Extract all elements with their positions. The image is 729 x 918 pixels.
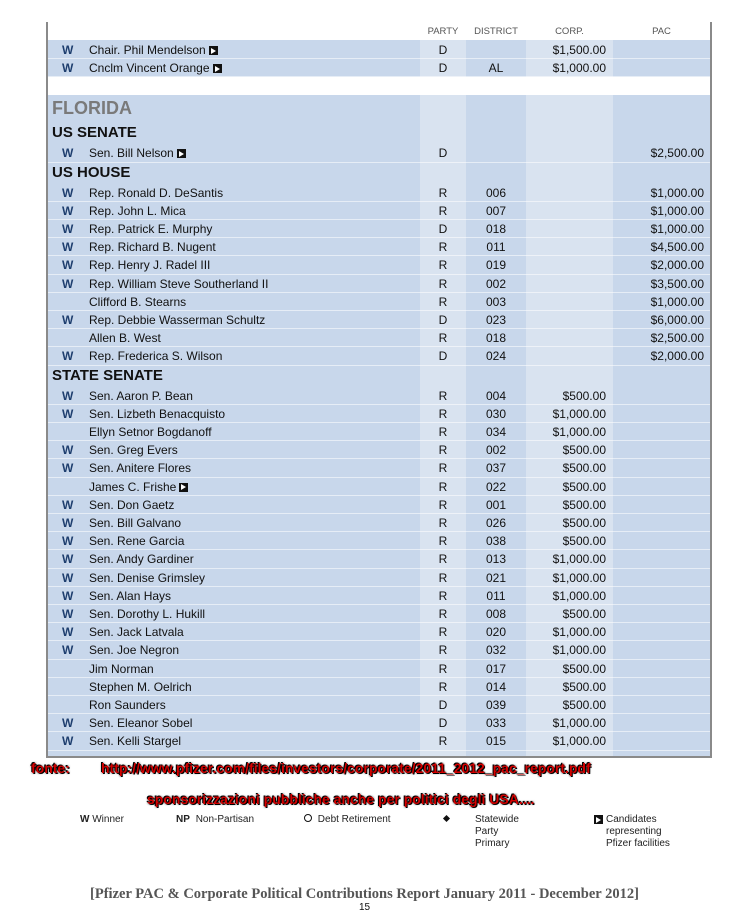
district-cell: 018 bbox=[485, 222, 507, 236]
district-cell: 008 bbox=[485, 607, 507, 621]
party-cell: R bbox=[438, 570, 448, 585]
winner-mark: W bbox=[62, 258, 74, 273]
district-cell: 034 bbox=[485, 425, 507, 439]
party-cell: R bbox=[438, 388, 448, 403]
district-cell: 030 bbox=[485, 406, 507, 421]
table-row bbox=[48, 184, 710, 202]
pac-cell: $1,000.00 bbox=[650, 222, 704, 236]
contributions-table bbox=[46, 22, 712, 758]
candidate-name-text: Sen. Eleanor Sobel bbox=[89, 716, 193, 731]
party-cell: R bbox=[438, 461, 448, 476]
winner-mark: W bbox=[62, 461, 74, 476]
candidate-name bbox=[89, 496, 174, 514]
candidate-name bbox=[89, 59, 222, 77]
party-cell: R bbox=[438, 679, 448, 694]
corp-cell: $1,000.00 bbox=[552, 425, 606, 439]
state-heading-row bbox=[48, 95, 710, 123]
section-heading: US HOUSE bbox=[52, 163, 131, 181]
legend-np-label: Non-Partisan bbox=[195, 814, 255, 825]
table-row bbox=[48, 514, 710, 532]
candidate-name-text: Sen. Rene Garcia bbox=[89, 534, 185, 549]
table-row bbox=[48, 144, 710, 162]
winner-mark: W bbox=[62, 443, 74, 458]
party-cell: R bbox=[438, 607, 448, 621]
play-arrow-icon bbox=[594, 815, 603, 824]
table-row bbox=[48, 732, 710, 750]
table-row bbox=[48, 256, 710, 274]
candidate-name-text: Sen. Greg Evers bbox=[89, 443, 178, 458]
pac-cell: $4,500.00 bbox=[650, 240, 704, 255]
header-district: DISTRICT bbox=[474, 26, 518, 37]
winner-mark: W bbox=[62, 240, 74, 255]
legend-np-key: NP bbox=[176, 814, 190, 825]
corp-cell: $500.00 bbox=[562, 607, 606, 621]
winner-mark: W bbox=[62, 203, 74, 218]
district-cell: 015 bbox=[485, 734, 507, 749]
district-cell: 022 bbox=[485, 479, 507, 494]
party-cell: R bbox=[438, 331, 448, 346]
header-corp: CORP. bbox=[555, 26, 584, 37]
corp-cell: $1,000.00 bbox=[552, 406, 606, 421]
party-cell: D bbox=[438, 716, 448, 731]
table-row bbox=[48, 220, 710, 238]
candidate-name bbox=[89, 696, 166, 714]
pac-cell: $2,500.00 bbox=[650, 146, 704, 161]
candidate-name-text: Clifford B. Stearns bbox=[89, 294, 187, 309]
corp-cell: $500.00 bbox=[562, 516, 606, 530]
party-cell: R bbox=[438, 294, 448, 309]
candidate-name bbox=[89, 220, 212, 238]
table-row bbox=[48, 660, 710, 678]
candidate-name bbox=[89, 202, 186, 220]
table-row bbox=[48, 623, 710, 641]
table-row bbox=[48, 238, 710, 256]
table-row bbox=[48, 496, 710, 514]
candidate-name bbox=[89, 347, 222, 365]
winner-mark: W bbox=[62, 43, 74, 57]
pac-cell: $2,000.00 bbox=[650, 349, 704, 364]
winner-mark: W bbox=[62, 222, 74, 236]
district-cell: 039 bbox=[485, 698, 507, 712]
legend-cand-line2: representing bbox=[606, 826, 662, 837]
party-cell: R bbox=[438, 479, 448, 494]
district-cell: 032 bbox=[485, 643, 507, 658]
candidate-name-text: Sen. Lizbeth Benacquisto bbox=[89, 406, 226, 421]
district-cell: 013 bbox=[485, 552, 507, 567]
legend-candidates bbox=[594, 814, 670, 850]
section-heading-row bbox=[48, 123, 710, 144]
candidate-name-text: Sen. Joe Negron bbox=[89, 643, 180, 658]
play-arrow-icon bbox=[209, 46, 218, 55]
corp-cell: $1,000.00 bbox=[552, 588, 606, 603]
spacer-row bbox=[48, 77, 710, 95]
table-row bbox=[48, 459, 710, 477]
district-cell: AL bbox=[488, 61, 504, 76]
district-cell: 037 bbox=[485, 461, 507, 476]
party-cell: R bbox=[438, 661, 448, 676]
winner-mark: W bbox=[62, 497, 74, 512]
section-heading-row bbox=[48, 366, 710, 387]
header-pac: PAC bbox=[652, 26, 671, 37]
table-row bbox=[48, 550, 710, 568]
party-cell: D bbox=[438, 698, 448, 712]
candidate-name-text: Sen. Bill Nelson bbox=[89, 146, 174, 161]
party-cell: R bbox=[438, 516, 448, 530]
winner-mark: W bbox=[62, 607, 74, 621]
winner-mark: W bbox=[62, 146, 74, 161]
district-cell: 038 bbox=[485, 534, 507, 549]
table-row bbox=[48, 311, 710, 329]
winner-mark: W bbox=[62, 276, 74, 291]
winner-mark: W bbox=[62, 534, 74, 549]
winner-mark: W bbox=[62, 570, 74, 585]
table-row bbox=[48, 441, 710, 459]
winner-mark: W bbox=[62, 516, 74, 530]
corp-cell: $500.00 bbox=[562, 497, 606, 512]
candidate-name-text: Stephen M. Oelrich bbox=[89, 679, 192, 694]
candidate-name bbox=[89, 311, 265, 329]
corp-cell: $1,000.00 bbox=[552, 734, 606, 749]
corp-cell: $500.00 bbox=[562, 534, 606, 549]
party-cell: R bbox=[438, 443, 448, 458]
candidate-name-text: Rep. Debbie Wasserman Schultz bbox=[89, 313, 266, 327]
candidate-name-text: Sen. Kelli Stargel bbox=[89, 734, 182, 749]
candidate-name bbox=[89, 514, 181, 532]
district-cell: 033 bbox=[485, 716, 507, 731]
legend-cand-line1: Candidates bbox=[606, 814, 657, 825]
candidate-name-text: Rep. Frederica S. Wilson bbox=[89, 349, 223, 364]
candidate-name-text: Rep. Henry J. Radel III bbox=[89, 258, 211, 273]
winner-mark: W bbox=[62, 588, 74, 603]
district-cell: 024 bbox=[485, 349, 507, 364]
party-cell: D bbox=[438, 349, 448, 364]
corp-cell: $500.00 bbox=[562, 661, 606, 676]
winner-mark: W bbox=[62, 388, 74, 403]
table-row bbox=[48, 714, 710, 732]
district-cell: 026 bbox=[485, 516, 507, 530]
table-row bbox=[48, 41, 710, 59]
candidate-name-text: Sen. Anitere Flores bbox=[89, 461, 192, 476]
pac-cell: $6,000.00 bbox=[650, 313, 704, 327]
candidate-name-text: Ron Saunders bbox=[89, 698, 166, 712]
party-cell: R bbox=[438, 425, 448, 439]
district-cell: 023 bbox=[485, 313, 507, 327]
candidate-name bbox=[89, 532, 184, 550]
candidate-name bbox=[89, 275, 268, 293]
candidate-name bbox=[89, 144, 186, 162]
party-cell: R bbox=[438, 276, 448, 291]
district-cell: 004 bbox=[485, 388, 507, 403]
winner-mark: W bbox=[62, 625, 74, 640]
table-row bbox=[48, 569, 710, 587]
candidate-name bbox=[89, 660, 154, 678]
candidate-name bbox=[89, 732, 181, 750]
circle-icon bbox=[304, 814, 312, 822]
candidate-name bbox=[89, 256, 210, 274]
winner-mark: W bbox=[62, 406, 74, 421]
candidate-name bbox=[89, 587, 171, 605]
corp-cell: $500.00 bbox=[562, 698, 606, 712]
candidate-name-text: Ellyn Setnor Bogdanoff bbox=[89, 425, 212, 439]
corp-cell: $1,000.00 bbox=[552, 625, 606, 640]
district-cell: 020 bbox=[485, 625, 507, 640]
district-cell: 006 bbox=[485, 185, 507, 200]
legend-nonpartisan bbox=[176, 814, 254, 825]
legend-debt bbox=[304, 814, 391, 825]
state-heading: FLORIDA bbox=[52, 98, 132, 119]
report-footer: [Pfizer PAC & Corporate Political Contributions Report January 2011 - December 2012] bbox=[90, 886, 639, 902]
table-row bbox=[48, 605, 710, 623]
candidate-name bbox=[89, 714, 192, 732]
corp-cell: $500.00 bbox=[562, 443, 606, 458]
corp-cell: $500.00 bbox=[562, 461, 606, 476]
candidate-name bbox=[89, 329, 161, 347]
party-cell: R bbox=[438, 534, 448, 549]
candidate-name bbox=[89, 478, 188, 496]
candidate-name-text: Sen. Dorothy L. Hukill bbox=[89, 607, 206, 621]
candidate-name bbox=[89, 550, 194, 568]
winner-mark: W bbox=[62, 349, 74, 364]
legend-statewide-line1: Statewide bbox=[475, 814, 519, 825]
candidate-name-text: Rep. John L. Mica bbox=[89, 203, 186, 218]
candidate-name bbox=[89, 678, 192, 696]
header-party: PARTY bbox=[427, 26, 459, 37]
pac-cell: $1,000.00 bbox=[650, 203, 704, 218]
candidate-name bbox=[89, 238, 216, 256]
corp-cell: $1,000.00 bbox=[552, 552, 606, 567]
sponsor-overlay: sponsorizzazioni pubbliche anche per politici degli USA.... bbox=[147, 791, 535, 807]
candidate-name-text: Rep. Richard B. Nugent bbox=[89, 240, 216, 255]
candidate-name bbox=[89, 405, 225, 423]
candidate-name bbox=[89, 387, 193, 405]
pac-cell: $3,500.00 bbox=[650, 276, 704, 291]
winner-mark: W bbox=[62, 313, 74, 327]
winner-mark: W bbox=[62, 643, 74, 658]
winner-mark: W bbox=[62, 734, 74, 749]
party-cell: R bbox=[438, 552, 448, 567]
table-row bbox=[48, 696, 710, 714]
district-cell: 014 bbox=[485, 679, 507, 694]
winner-mark: W bbox=[62, 185, 74, 200]
legend-debt-label: Debt Retirement bbox=[317, 814, 391, 825]
district-cell: 001 bbox=[485, 497, 507, 512]
play-arrow-icon bbox=[177, 149, 186, 158]
candidate-name-text: Rep. William Steve Southerland II bbox=[89, 276, 269, 291]
pac-cell: $1,000.00 bbox=[650, 185, 704, 200]
party-cell: R bbox=[438, 588, 448, 603]
party-cell: D bbox=[438, 146, 448, 161]
play-arrow-icon bbox=[213, 64, 222, 73]
table-row bbox=[48, 641, 710, 659]
table-row bbox=[48, 293, 710, 311]
party-cell: R bbox=[438, 185, 448, 200]
district-cell: 002 bbox=[485, 443, 507, 458]
district-cell: 021 bbox=[485, 570, 507, 585]
legend-winner bbox=[80, 814, 124, 825]
party-cell: R bbox=[438, 643, 448, 658]
candidate-name bbox=[89, 569, 205, 587]
legend-statewide-line2: Party bbox=[475, 826, 499, 837]
party-cell: R bbox=[438, 258, 448, 273]
diamond-icon bbox=[443, 815, 450, 822]
table-row bbox=[48, 405, 710, 423]
corp-cell: $1,500.00 bbox=[552, 43, 606, 57]
page-number: 15 bbox=[358, 902, 371, 913]
district-cell: 007 bbox=[485, 203, 507, 218]
table-row bbox=[48, 202, 710, 220]
pac-cell: $1,000.00 bbox=[650, 294, 704, 309]
candidate-name-text: Sen. Andy Gardiner bbox=[89, 552, 194, 567]
party-cell: R bbox=[438, 734, 448, 749]
candidate-name bbox=[89, 605, 205, 623]
winner-mark: W bbox=[62, 61, 74, 76]
party-cell: R bbox=[438, 406, 448, 421]
source-url[interactable]: http://www.pfizer.com/files/investors/corporate/2011_2012_pac_report.pdf bbox=[101, 760, 591, 776]
candidate-name-text: Sen. Don Gaetz bbox=[89, 497, 175, 512]
section-heading-row bbox=[48, 163, 710, 184]
party-cell: R bbox=[438, 497, 448, 512]
corp-cell: $500.00 bbox=[562, 679, 606, 694]
candidate-name-text: Cnclm Vincent Orange bbox=[89, 61, 210, 76]
district-cell: 017 bbox=[485, 661, 507, 676]
candidate-name bbox=[89, 641, 179, 659]
party-cell: D bbox=[438, 222, 448, 236]
district-cell: 003 bbox=[485, 294, 507, 309]
winner-mark: W bbox=[62, 552, 74, 567]
table-row bbox=[48, 387, 710, 405]
party-cell: R bbox=[438, 203, 448, 218]
table-row bbox=[48, 678, 710, 696]
candidate-name-text: Allen B. West bbox=[89, 331, 161, 346]
table-row bbox=[48, 587, 710, 605]
table-row bbox=[48, 275, 710, 293]
candidate-name-text: Sen. Aaron P. Bean bbox=[89, 388, 193, 403]
legend-winner-key: W bbox=[80, 814, 90, 825]
corp-cell: $1,000.00 bbox=[552, 61, 606, 76]
pac-cell: $2,500.00 bbox=[650, 331, 704, 346]
candidate-name-text: Sen. Denise Grimsley bbox=[89, 570, 206, 585]
candidate-name bbox=[89, 441, 178, 459]
district-cell: 018 bbox=[485, 331, 507, 346]
candidate-name-text: Rep. Patrick E. Murphy bbox=[89, 222, 213, 236]
legend-statewide bbox=[444, 814, 519, 850]
section-heading: STATE SENATE bbox=[52, 366, 163, 384]
table-row bbox=[48, 478, 710, 496]
table-row bbox=[48, 532, 710, 550]
candidate-name bbox=[89, 184, 223, 202]
candidate-name-text: Sen. Alan Hays bbox=[89, 588, 172, 603]
corp-cell: $1,000.00 bbox=[552, 643, 606, 658]
district-cell: 011 bbox=[486, 240, 506, 255]
table-row bbox=[48, 329, 710, 347]
candidate-name-text: Sen. Jack Latvala bbox=[89, 625, 184, 640]
corp-cell: $500.00 bbox=[562, 479, 606, 494]
corp-cell: $500.00 bbox=[562, 388, 606, 403]
district-cell: 019 bbox=[485, 258, 507, 273]
party-cell: R bbox=[438, 240, 448, 255]
candidate-name bbox=[89, 293, 186, 311]
table-header bbox=[48, 22, 710, 40]
table-row bbox=[48, 59, 710, 77]
legend-winner-label: Winner bbox=[92, 814, 124, 825]
party-cell: R bbox=[438, 625, 448, 640]
corp-cell: $1,000.00 bbox=[552, 716, 606, 731]
source-label: fonte: bbox=[31, 760, 70, 776]
district-cell: 002 bbox=[485, 276, 507, 291]
candidate-name bbox=[89, 423, 212, 441]
party-cell: D bbox=[438, 43, 448, 57]
candidate-name-text: James C. Frishe bbox=[89, 479, 177, 494]
table-row bbox=[48, 347, 710, 365]
district-cell: 011 bbox=[486, 588, 506, 603]
party-cell: D bbox=[438, 313, 448, 327]
candidate-name bbox=[89, 623, 184, 641]
candidate-name-text: Sen. Bill Galvano bbox=[89, 516, 182, 530]
party-cell: D bbox=[438, 61, 448, 76]
candidate-name bbox=[89, 459, 191, 477]
candidate-name-text: Jim Norman bbox=[89, 661, 154, 676]
winner-mark: W bbox=[62, 716, 74, 731]
corp-cell: $1,000.00 bbox=[552, 570, 606, 585]
play-arrow-icon bbox=[179, 483, 188, 492]
pac-cell: $2,000.00 bbox=[650, 258, 704, 273]
legend-cand-line3: Pfizer facilities bbox=[606, 838, 670, 849]
section-heading: US SENATE bbox=[52, 124, 137, 142]
legend-statewide-line3: Primary bbox=[475, 838, 510, 849]
candidate-name-text: Chair. Phil Mendelson bbox=[89, 43, 206, 57]
candidate-name bbox=[89, 41, 218, 59]
candidate-name-text: Rep. Ronald D. DeSantis bbox=[89, 185, 224, 200]
table-row bbox=[48, 423, 710, 441]
